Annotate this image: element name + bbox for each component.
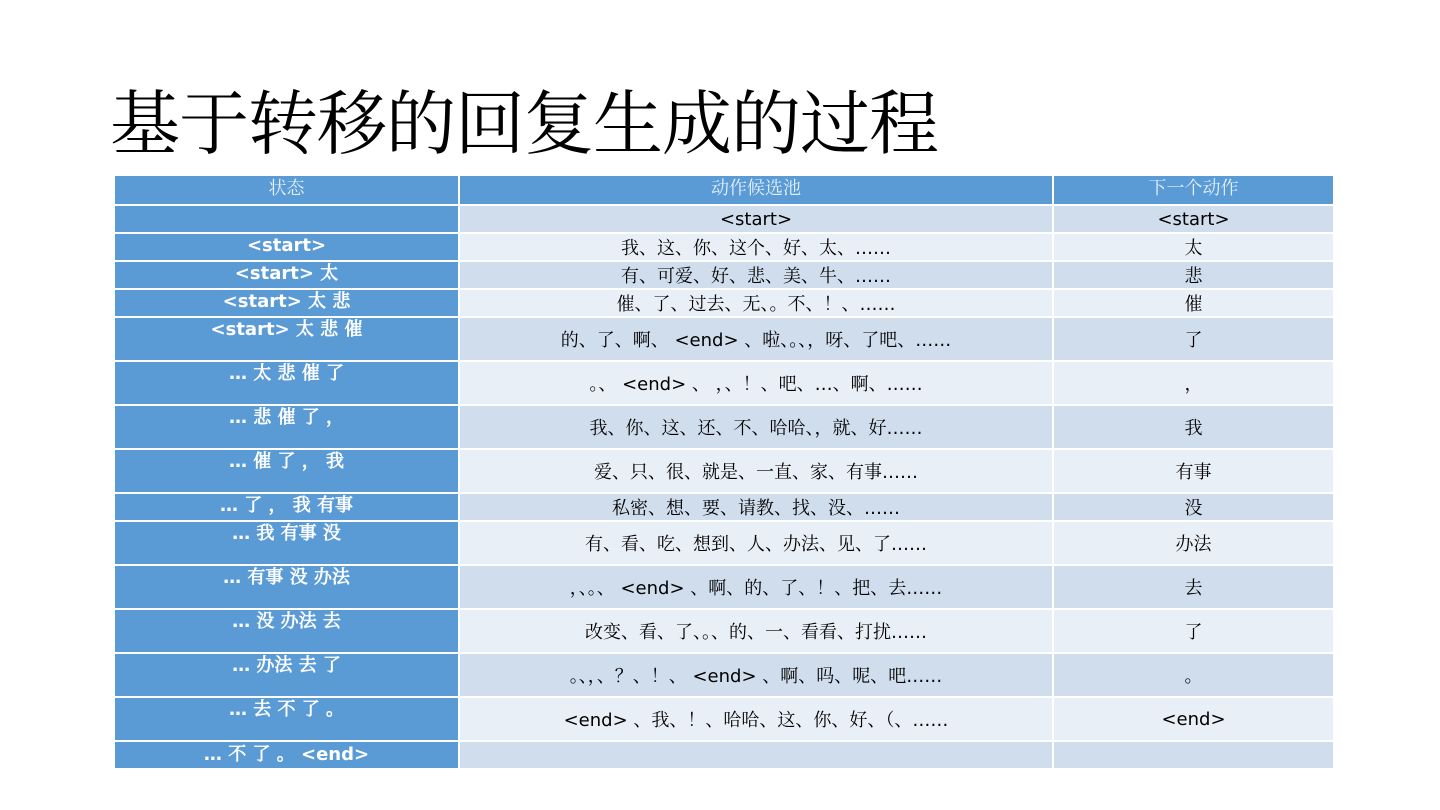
next-action-cell: 太 — [1053, 233, 1334, 261]
table-row — [114, 361, 1334, 405]
table-header-row — [114, 175, 1334, 205]
next-action-cell: 办法 — [1053, 521, 1334, 565]
next-action-cell: 没 — [1053, 493, 1334, 521]
state-cell — [114, 205, 459, 233]
next-action-cell: 催 — [1053, 289, 1334, 317]
table-row — [114, 449, 1334, 493]
state-cell: … 有事 没 办法 — [114, 565, 459, 609]
table-row — [114, 261, 1334, 289]
state-cell: … 去 不 了 。 — [114, 697, 459, 741]
action-pool-cell: <end> 、我、！、哈哈、这、你、好、（、…… — [459, 697, 1053, 741]
action-pool-cell: 的、了、啊、 <end> 、啦、。、，呀、了吧、…… — [459, 317, 1053, 361]
table-row — [114, 521, 1334, 565]
state-cell: … 没 办法 去 — [114, 609, 459, 653]
next-action-cell: 了 — [1053, 609, 1334, 653]
state-cell: … 不 了 。 <end> — [114, 741, 459, 769]
next-action-cell: 有事 — [1053, 449, 1334, 493]
header-state: 状态 — [114, 175, 459, 205]
table-row — [114, 609, 1334, 653]
next-action-cell: <start> — [1053, 205, 1334, 233]
action-pool-cell: 改变、看、了、。、的、一、看看、打扰…… — [459, 609, 1053, 653]
next-action-cell: 。 — [1053, 653, 1334, 697]
action-pool-cell: 私密、想、要、请教、找、没、…… — [459, 493, 1053, 521]
table-row — [114, 565, 1334, 609]
action-pool-cell: 催、了、过去、无、。不、！、…… — [459, 289, 1053, 317]
state-cell: … 悲 催 了 ， — [114, 405, 459, 449]
state-cell: … 我 有事 没 — [114, 521, 459, 565]
action-pool-cell: 。、 <end> 、 ，、！、吧、…、啊、…… — [459, 361, 1053, 405]
next-action-cell: 了 — [1053, 317, 1334, 361]
next-action-cell: ， — [1053, 361, 1334, 405]
transition-table — [113, 174, 1335, 770]
page-title: 基于转移的回复生成的过程 — [110, 83, 938, 165]
table-row — [114, 493, 1334, 521]
state-cell: <start> 太 — [114, 261, 459, 289]
state-cell: … 了 ， 我 有事 — [114, 493, 459, 521]
table-row — [114, 317, 1334, 361]
action-pool-cell: 我、这、你、这个、好、太、…… — [459, 233, 1053, 261]
next-action-cell: 悲 — [1053, 261, 1334, 289]
next-action-cell: <end> — [1053, 697, 1334, 741]
action-pool-cell: <start> — [459, 205, 1053, 233]
action-pool-cell: 。、，、？、！、 <end> 、啊、吗、呢、吧…… — [459, 653, 1053, 697]
next-action-cell — [1053, 741, 1334, 769]
state-cell: <start> 太 悲 — [114, 289, 459, 317]
table-row — [114, 405, 1334, 449]
state-cell: <start> — [114, 233, 459, 261]
action-pool-cell: 有、看、吃、想到、人、办法、见、了…… — [459, 521, 1053, 565]
table-row — [114, 233, 1334, 261]
action-pool-cell: 有、可爱、好、悲、美、牛、…… — [459, 261, 1053, 289]
action-pool-cell: ，、。、 <end> 、啊、的、了、！、把、去…… — [459, 565, 1053, 609]
state-cell: … 催 了 ， 我 — [114, 449, 459, 493]
next-action-cell: 我 — [1053, 405, 1334, 449]
header-next-action: 下一个动作 — [1053, 175, 1334, 205]
table-row — [114, 741, 1334, 769]
next-action-cell: 去 — [1053, 565, 1334, 609]
table-body — [114, 205, 1334, 769]
header-action-pool: 动作候选池 — [459, 175, 1053, 205]
state-cell: … 太 悲 催 了 — [114, 361, 459, 405]
action-pool-cell: 我、你、这、还、不、哈哈、，就、好…… — [459, 405, 1053, 449]
action-pool-cell: 爱、只、很、就是、一直、家、有事…… — [459, 449, 1053, 493]
table-row — [114, 653, 1334, 697]
state-cell: <start> 太 悲 催 — [114, 317, 459, 361]
table-row — [114, 697, 1334, 741]
state-cell: … 办法 去 了 — [114, 653, 459, 697]
action-pool-cell — [459, 741, 1053, 769]
table-row — [114, 205, 1334, 233]
table-row — [114, 289, 1334, 317]
